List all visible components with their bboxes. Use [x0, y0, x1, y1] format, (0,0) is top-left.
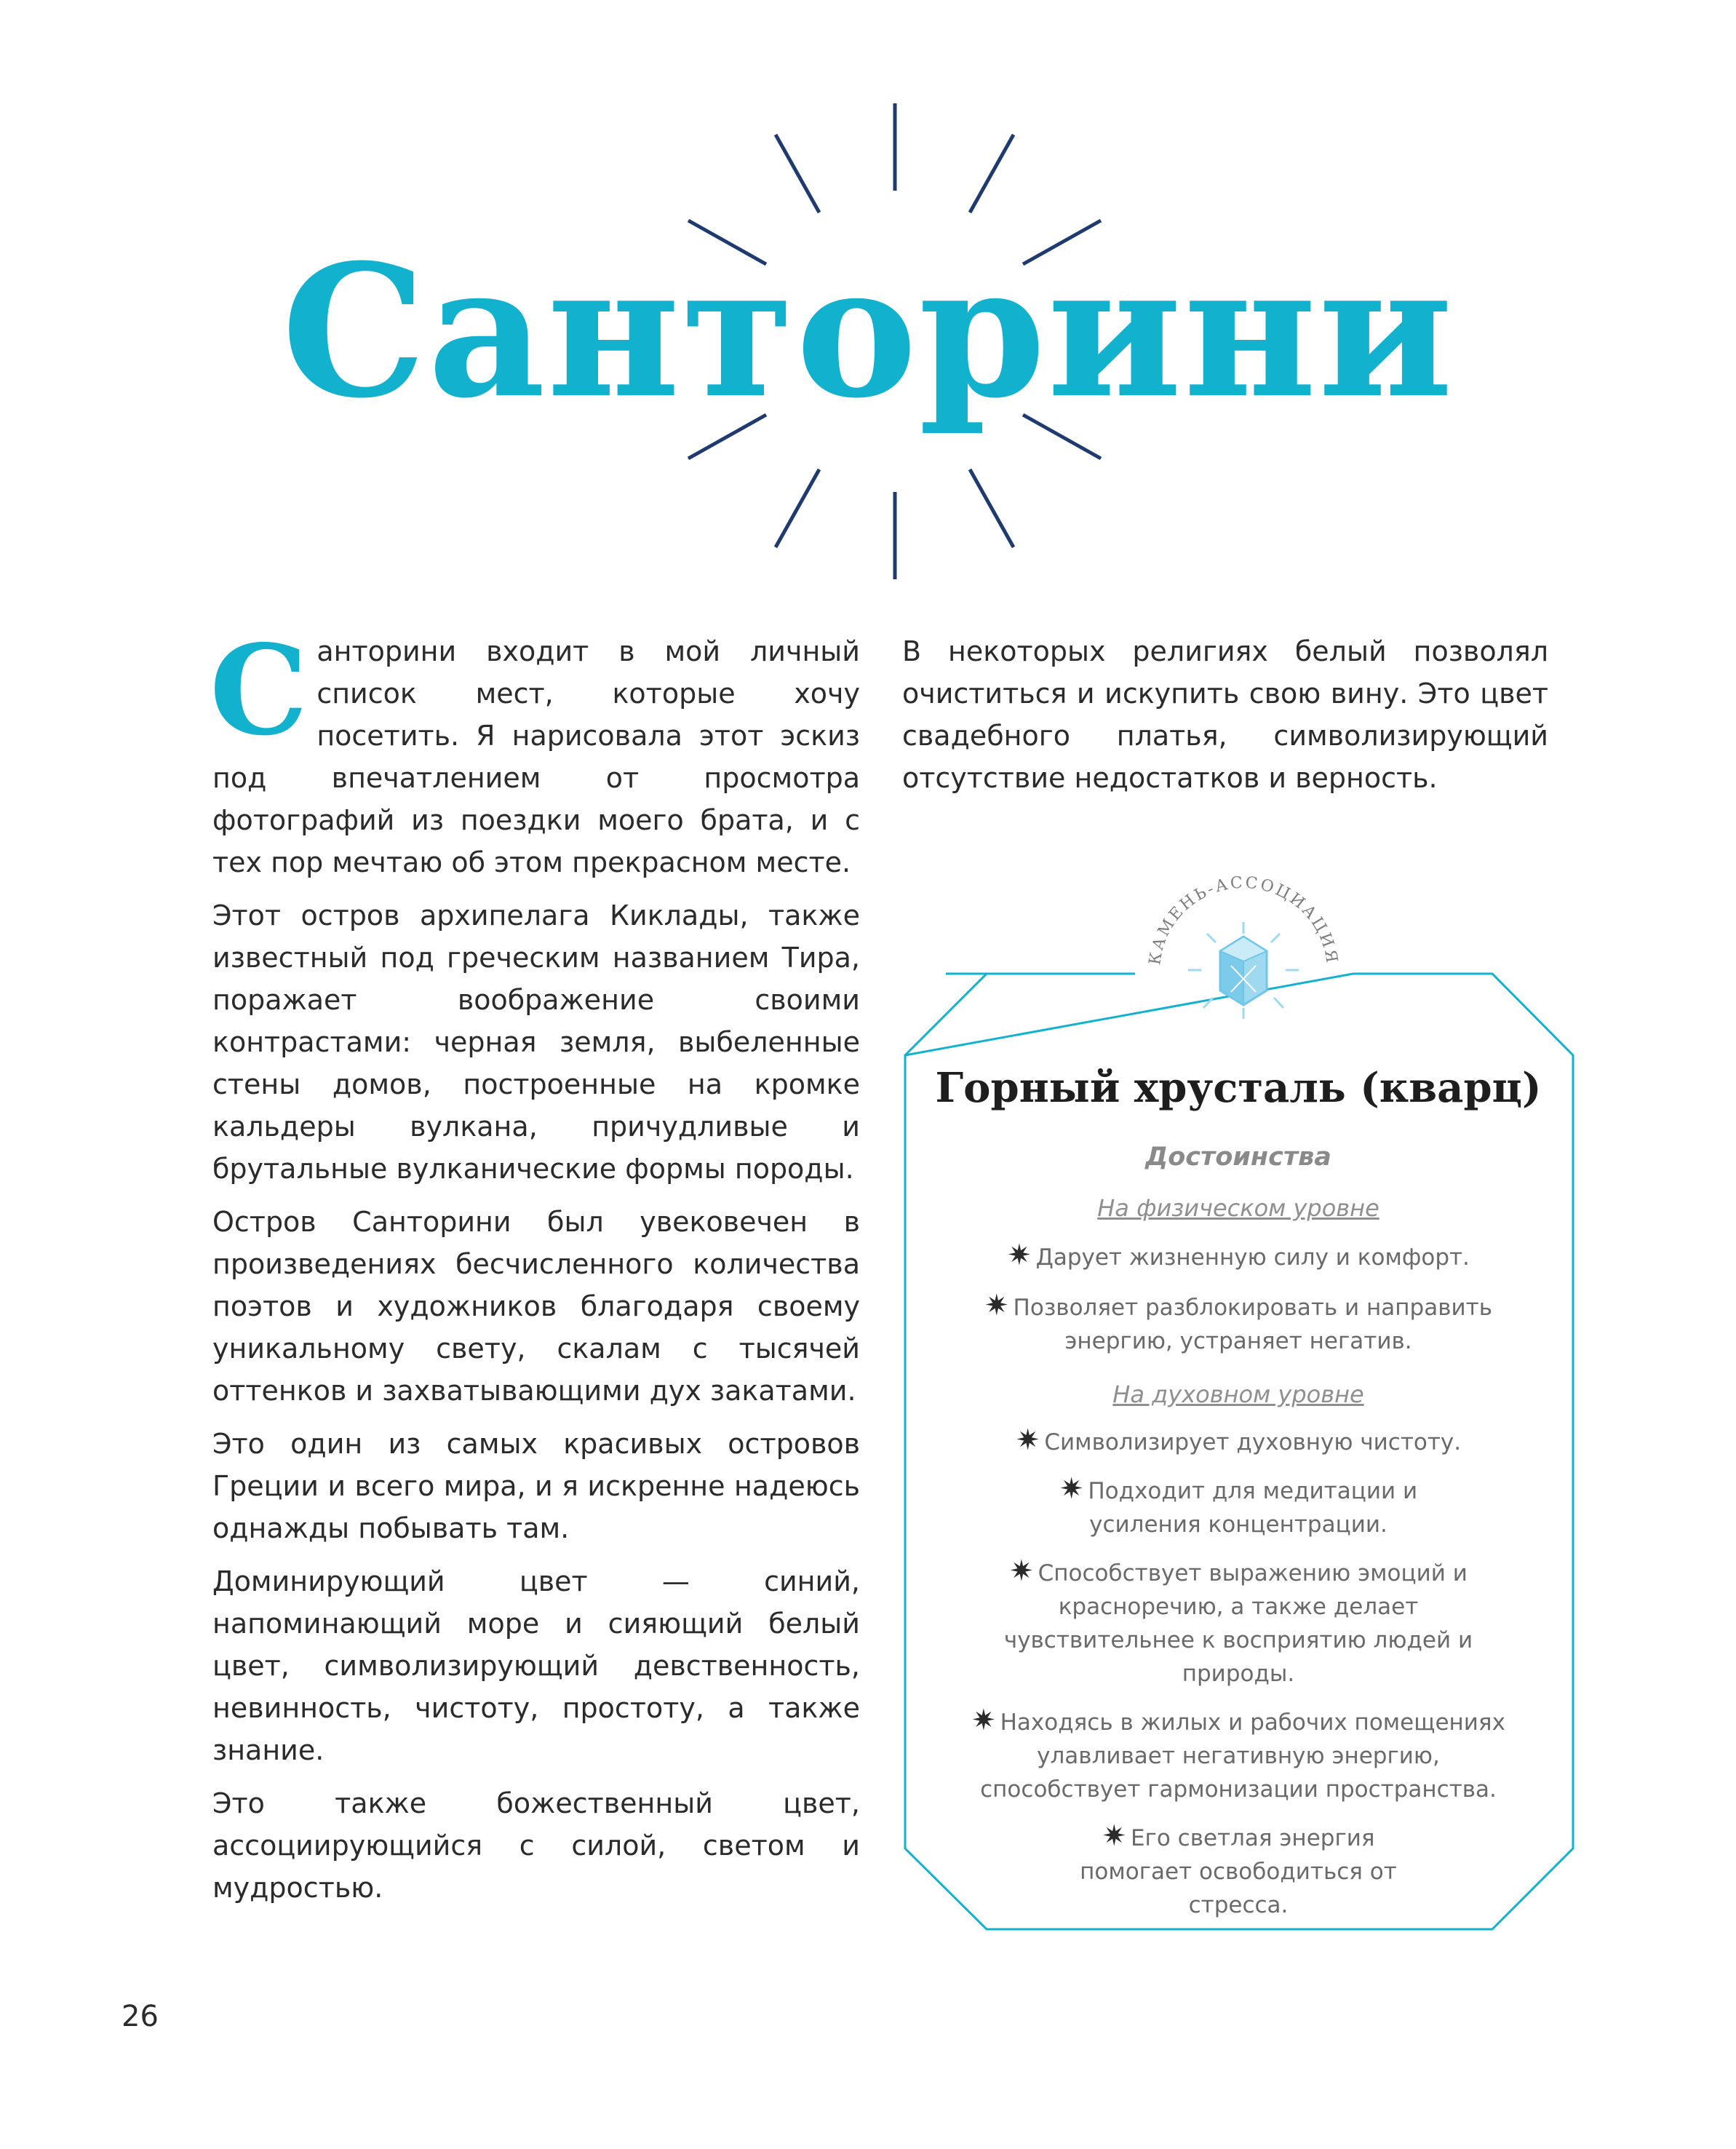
spiritual-item-4-text: Находясь в жилых и рабочих помещениях улавливает негативную энергию, способствует гармонизации пространства.: [980, 1709, 1505, 1803]
star-bullet-icon: ✷: [1007, 1239, 1032, 1272]
star-bullet-icon: ✷: [971, 1704, 996, 1737]
spiritual-level-label: На духовном уровне: [1112, 1381, 1364, 1408]
star-bullet-icon: ✷: [1059, 1472, 1084, 1506]
stone-box: [911, 1062, 1566, 1922]
spiritual-item-4: [962, 1704, 1515, 1806]
stone-title: Горный хрусталь (кварц): [935, 1064, 1542, 1112]
page-title: Санторини: [281, 224, 1455, 438]
spiritual-item-1: [911, 1423, 1566, 1459]
badge-caption: КАМЕНЬ-АССОЦИАЦИЯ: [1146, 873, 1341, 966]
stone-subtitle: Достоинства: [1145, 1143, 1331, 1172]
paragraph-6: Это также божественный цвет, ассоциирующийся с силой, светом и мудростью.: [212, 1787, 860, 1904]
spiritual-item-5: [1049, 1819, 1428, 1922]
spiritual-item-5-text: Его светлая энергия помогает освободиться от стресса.: [1080, 1825, 1397, 1918]
physical-item-2-text: Позволяет разблокировать и направить энергию, устраняет негатив.: [1013, 1295, 1492, 1354]
spiritual-item-1-text: Символизирует духовную чистоту.: [1044, 1429, 1462, 1455]
physical-item-1: [911, 1239, 1566, 1274]
spiritual-item-2: [1049, 1472, 1428, 1541]
spiritual-item-2-text: Подходит для медитации и усиления концентрации.: [1088, 1478, 1418, 1538]
physical-item-1-text: Дарует жизненную силу и комфорт.: [1035, 1244, 1470, 1271]
drop-cap: С: [210, 618, 308, 763]
physical-item-2: [940, 1289, 1537, 1358]
spiritual-item-3-text: Способствует выражению эмоций и красноречию, а также делает чувствительнее к восприятию людей и природы.: [1003, 1560, 1473, 1687]
star-bullet-icon: ✷: [1102, 1819, 1126, 1853]
paragraph-2: Этот остров архипелага Киклады, также известный под греческим названием Тира, поражает воображение своими контрастами: черная земля, выбеленные стены домов, построенные на кромке кальдеры вулкана, причудливые и брутальные вулканические формы породы.: [212, 899, 860, 1185]
right-paragraph-1: В некоторых религиях белый позволял очиститься и искупить свою вину. Это цвет свадебного платья, символизирующий отсутствие недостатков и верность.: [902, 635, 1548, 794]
crystal-icon: [1188, 922, 1299, 1019]
page-number: 26: [122, 2000, 159, 2033]
star-bullet-icon: ✷: [984, 1289, 1009, 1322]
star-bullet-icon: ✷: [1009, 1554, 1034, 1588]
stone-association-badge: [1134, 870, 1353, 1052]
spiritual-item-3: [962, 1554, 1515, 1691]
paragraph-5: Доминирующий цвет — синий, напоминающий море и сияющий белый цвет, символизирующий девственность, невинность, чистоту, простоту, а также знание.: [212, 1565, 860, 1766]
paragraph-1-text: анторини входит в мой личный список мест, которые хочу посетить. Я нарисовала этот эскиз под впечатлением от просмотра фотографий из поездки моего брата, и с тех пор мечтаю об этом прекрасном месте.: [212, 635, 860, 878]
physical-level-label: На физическом уровне: [1097, 1194, 1379, 1222]
paragraph-3: Остров Санторини был увековечен в произведениях бесчисленного количества поэтов и художников благодаря своему уникальному свету, скалам с тысячей оттенков и захватывающими дух закатами.: [212, 1206, 860, 1407]
star-bullet-icon: ✷: [1015, 1423, 1040, 1457]
paragraph-4: Это один из самых красивых островов Греции и всего мира, и я искренне надеюсь однажды побывать там.: [212, 1428, 860, 1544]
